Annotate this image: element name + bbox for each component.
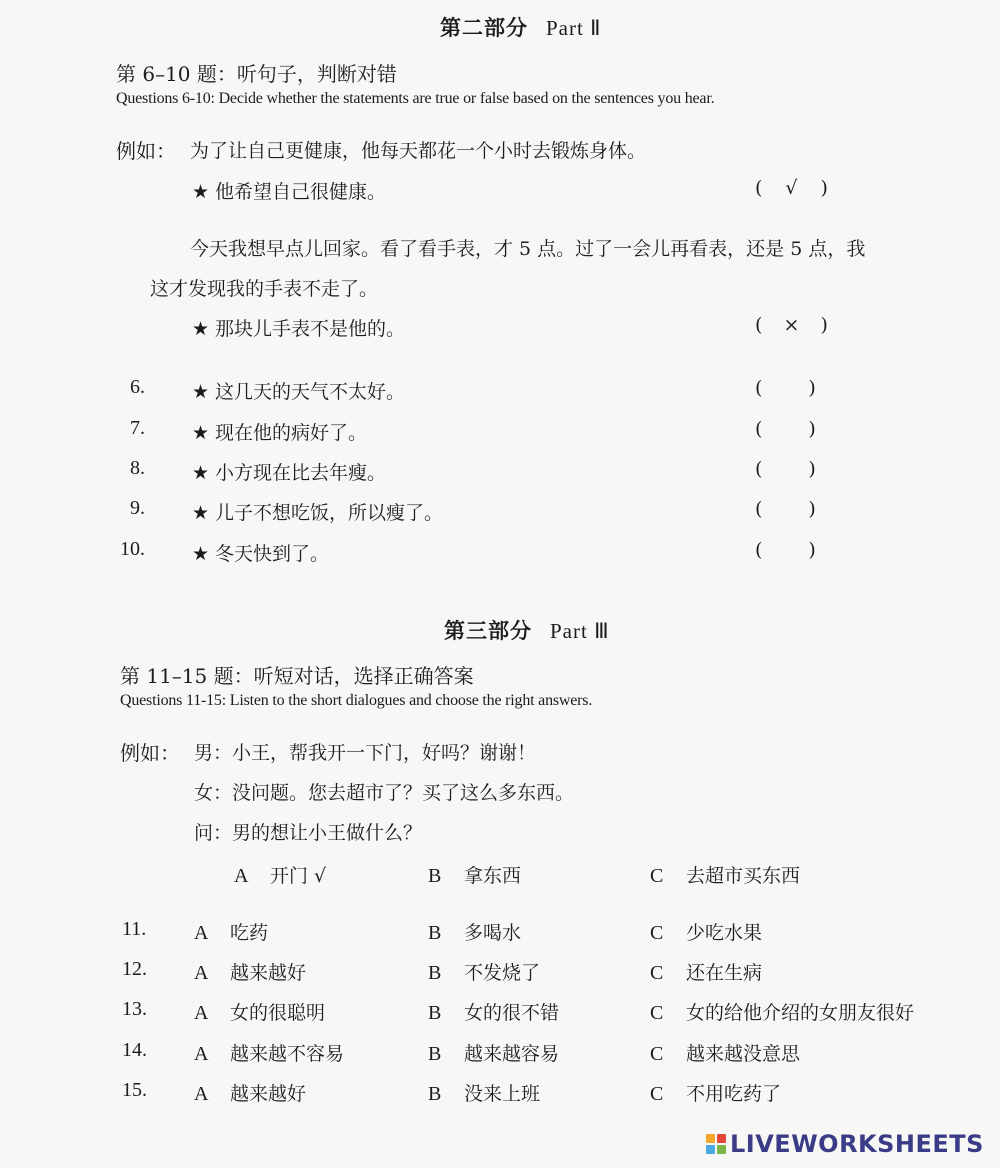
part2-example1-statement: 他希望自己很健康。 [215, 181, 387, 203]
option-letter-a: A [234, 865, 249, 887]
option-a[interactable] [194, 998, 325, 1025]
question-number: 9. [130, 497, 145, 519]
part3-example-label: 例如： [120, 741, 180, 765]
question-statement: 这几天的天气不太好。 [215, 381, 406, 403]
option-b[interactable] [428, 918, 521, 945]
paren-open: ( [755, 418, 763, 440]
option-a[interactable] [194, 918, 268, 945]
option-b[interactable] [428, 1079, 540, 1106]
question-statement: 现在他的病好了。 [215, 422, 368, 444]
option-letter-a: A [194, 922, 209, 944]
answer-box[interactable] [755, 458, 816, 480]
answer-box[interactable] [755, 418, 816, 440]
option-text: 女的给他介绍的女朋友很好 [686, 1002, 915, 1024]
star-icon: ★ [192, 381, 210, 403]
paren-close: ) [808, 498, 816, 520]
question-number: 7. [130, 417, 145, 439]
option-a[interactable] [194, 1079, 306, 1106]
liveworksheets-logo [706, 1130, 984, 1158]
option-letter-c: C [650, 1043, 664, 1065]
option-b[interactable] [428, 998, 559, 1025]
part2-example1-sentence: 为了让自己更健康，他每天都花一个小时去锻炼身体。 [190, 140, 647, 162]
part2-example2-answer: × [783, 314, 800, 336]
paren-open: ( [755, 314, 763, 336]
option-letter-a: A [194, 1002, 209, 1024]
option-letter-b: B [428, 1043, 442, 1065]
answer-box[interactable] [755, 377, 816, 399]
paren-close: ) [808, 539, 816, 561]
option-letter-b: B [428, 1002, 442, 1024]
question-statement-row [192, 458, 386, 485]
option-text: 女的很聪明 [230, 1002, 326, 1024]
option-letter-b: B [428, 922, 442, 944]
question-number: 14. [122, 1039, 147, 1061]
answer-box[interactable] [755, 498, 816, 520]
paren-close: ) [808, 458, 816, 480]
part2-example2-statement: 那块儿手表不是他的。 [215, 318, 406, 340]
part3-example-option-b [428, 861, 521, 888]
option-text: 去超市买东西 [686, 865, 801, 887]
option-text: 不用吃药了 [686, 1083, 782, 1105]
option-letter-c: C [650, 962, 664, 984]
option-letter-b: B [428, 962, 442, 984]
question-statement-row [192, 498, 443, 525]
option-letter-b: B [428, 865, 442, 887]
question-number: 13. [122, 998, 147, 1020]
question-number: 12. [122, 958, 147, 980]
part3-example-option-c [650, 861, 800, 888]
question-number: 10. [120, 538, 145, 560]
part3-title-cn: 第三部分 [444, 618, 532, 643]
star-icon: ★ [192, 502, 210, 524]
option-c[interactable] [650, 998, 914, 1025]
option-text: 拿东西 [464, 865, 522, 887]
question-statement-row [192, 418, 367, 445]
star-icon: ★ [192, 181, 210, 203]
logo-square [717, 1134, 726, 1143]
question-statement-row [192, 377, 405, 404]
option-text: 开门 √ [270, 865, 327, 887]
paren-open: ( [755, 458, 763, 480]
option-text: 多喝水 [464, 922, 522, 944]
part2-title-cn: 第二部分 [440, 15, 528, 40]
option-c[interactable] [650, 1039, 800, 1066]
option-letter-c: C [650, 865, 664, 887]
part2-example2-line1: 今天我想早点儿回家。看了看手表，才 5 点。过了一会儿再看表，还是 5 点，我 [190, 238, 866, 260]
part2-instruction-en: Questions 6-10: Decide whether the statements are true or false based on the sentences you hear. [116, 90, 715, 107]
part3-instruction-en: Questions 11-15: Listen to the short dialogues and choose the right answers. [120, 692, 593, 709]
logo-square [706, 1134, 715, 1143]
question-number: 8. [130, 457, 145, 479]
part2-title [440, 12, 601, 42]
option-text: 女的很不错 [464, 1002, 560, 1024]
question-statement: 儿子不想吃饭，所以瘦了。 [215, 502, 444, 524]
paren-close: ) [808, 377, 816, 399]
option-text: 越来越容易 [464, 1043, 560, 1065]
part3-title [444, 615, 610, 645]
option-c[interactable] [650, 1079, 781, 1106]
option-letter-c: C [650, 1083, 664, 1105]
question-statement-row [192, 539, 329, 566]
option-letter-b: B [428, 1083, 442, 1105]
part2-instruction-cn: 第 6–10 题：听句子，判断对错 [116, 62, 397, 86]
part3-example-man-line: 男：小王，帮我开一下门，好吗？谢谢！ [194, 742, 537, 764]
part3-example-woman-line: 女：没问题。您去超市了？买了这么多东西。 [194, 782, 575, 804]
paren-open: ( [755, 177, 763, 199]
option-text: 越来越不容易 [230, 1043, 345, 1065]
part2-example1-answer-box [755, 177, 828, 199]
star-icon: ★ [192, 543, 210, 565]
question-statement: 冬天快到了。 [215, 543, 330, 565]
option-text: 不发烧了 [464, 962, 541, 984]
paren-close: ) [820, 314, 828, 336]
part3-example-question-line: 问：男的想让小王做什么？ [194, 822, 423, 844]
question-statement: 小方现在比去年瘦。 [215, 462, 387, 484]
part3-title-en: Part Ⅲ [550, 619, 610, 643]
option-a[interactable] [194, 958, 306, 985]
option-letter-c: C [650, 1002, 664, 1024]
option-c[interactable] [650, 958, 762, 985]
paren-close: ) [820, 177, 828, 199]
question-number: 6. [130, 376, 145, 398]
paren-close: ) [808, 418, 816, 440]
question-number: 15. [122, 1079, 147, 1101]
paren-open: ( [755, 498, 763, 520]
logo-square [717, 1145, 726, 1154]
star-icon: ★ [192, 462, 210, 484]
logo-square [706, 1145, 715, 1154]
option-a[interactable] [194, 1039, 344, 1066]
option-letter-a: A [194, 962, 209, 984]
part2-example1-answer: √ [785, 177, 798, 199]
part2-title-en: Part Ⅱ [546, 16, 602, 40]
option-text: 吃药 [230, 922, 269, 944]
part2-example1-statement-row [192, 177, 386, 204]
option-text: 越来越没意思 [686, 1043, 801, 1065]
part3-instruction-cn: 第 11–15 题：听短对话，选择正确答案 [120, 664, 474, 688]
option-text: 还在生病 [686, 962, 763, 984]
part2-example2-answer-box [755, 314, 828, 336]
logo-mark-icon [706, 1134, 726, 1154]
star-icon: ★ [192, 318, 210, 340]
option-text: 越来越好 [230, 1083, 307, 1105]
answer-box[interactable] [755, 539, 816, 561]
part2-example-label: 例如： [116, 139, 176, 163]
option-text: 少吃水果 [686, 922, 763, 944]
logo-text: LIVEWORKSHEETS [730, 1130, 984, 1158]
part3-example-option-a [234, 861, 326, 888]
option-letter-c: C [650, 922, 664, 944]
part2-example2-line2: 这才发现我的手表不走了。 [150, 278, 379, 300]
star-icon: ★ [192, 422, 210, 444]
option-text: 越来越好 [230, 962, 307, 984]
part2-example2-statement-row [192, 314, 405, 341]
question-number: 11. [122, 918, 147, 940]
paren-open: ( [755, 539, 763, 561]
option-letter-a: A [194, 1043, 209, 1065]
paren-open: ( [755, 377, 763, 399]
option-b[interactable] [428, 958, 540, 985]
option-text: 没来上班 [464, 1083, 541, 1105]
option-b[interactable] [428, 1039, 559, 1066]
option-c[interactable] [650, 918, 762, 945]
option-letter-a: A [194, 1083, 209, 1105]
